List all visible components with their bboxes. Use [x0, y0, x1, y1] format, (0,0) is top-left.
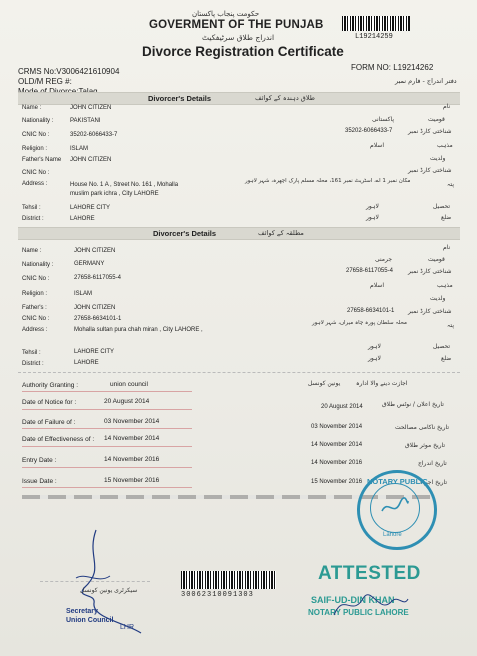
row-rule [22, 446, 192, 447]
divorcee-name: JOHN CITIZEN [74, 248, 116, 254]
urdu-value-tehsil-2: لاہور [368, 343, 381, 350]
bottom-barcode-number: 30062310091303 [181, 591, 254, 599]
urdu-label-name-2: نام [443, 244, 451, 251]
divorcee-address: Mohalla sultan pura chah miran , City LAHORE , [74, 327, 203, 333]
divorcee-nationality: GERMANY [74, 261, 105, 267]
divorcer-father-label: Father's Name [22, 157, 62, 163]
urdu-value-notice: 20 August 2014 [321, 404, 363, 410]
issue-date: 15 November 2016 [104, 477, 160, 484]
urdu-value-nationality-1: پاکستانی [372, 116, 395, 123]
urdu-label-nationality-2: قومیت [428, 256, 445, 263]
stamp-signature-icon [380, 495, 410, 519]
gov-title: GOVERMENT OF THE PUNJAB [149, 19, 324, 31]
effectiveness-date: 14 November 2014 [104, 435, 160, 442]
divorcee-tehsil-label: Tehsil : [22, 350, 41, 356]
notary-name: SAIF-UD-DIN KHAN [311, 595, 395, 605]
divorcer-cnic: 35202-6066433-7 [70, 132, 118, 138]
urdu-value-father-cnic-2: 27658-6634101-1 [347, 308, 395, 314]
divorcer-name: JOHN CITIZEN [70, 105, 112, 111]
urdu-label-district-2: ضلع [441, 355, 452, 362]
divorcer-name-label: Name : [22, 105, 42, 111]
urdu-value-district-2: لاہور [368, 355, 381, 362]
notary-signature-icon [330, 585, 410, 625]
row-rule [22, 391, 192, 392]
urdu-label-cnic-2: شناختی کارڈ نمبر [408, 268, 452, 275]
divorcee-father-label: Father's : [22, 305, 47, 311]
urdu-label-father-1: ولدیت [430, 155, 446, 162]
top-serial: L19214259 [355, 33, 393, 41]
secretary-urdu: سیکرٹری یونین کونسل [80, 587, 138, 594]
form-number: FORM NO: L19214262 [351, 63, 434, 72]
divorcee-religion-label: Religion : [22, 291, 48, 297]
row-rule [22, 467, 192, 468]
notice-date: 20 August 2014 [104, 398, 150, 405]
attested-stamp: ATTESTED [318, 563, 421, 584]
crms-number: CRMS No:V3006421610904 [18, 67, 120, 76]
urdu-label-address-2: پتہ [447, 322, 454, 329]
urdu-label-religion-1: مذہب [437, 142, 453, 149]
urdu-value-district-1: لاہور [366, 214, 379, 221]
old-reg: OLD/M REG #: [18, 77, 72, 86]
urdu-value-failure: 03 November 2014 [311, 424, 363, 430]
authority-label: Authority Granting : [22, 382, 78, 389]
urdu-gov-title: حکومت پنجاب پاکستان [192, 10, 260, 18]
urdu-form-label: دفتر اندراج - فارم نمبر [395, 77, 457, 85]
divorcee-nationality-label: Nationality : [22, 262, 54, 268]
divorcer-header-bar [18, 92, 460, 105]
divorcee-district-label: District : [22, 361, 44, 367]
divorcee-heading-urdu: مطلقہ کے کوائف [258, 229, 304, 237]
divorcee-name-label: Name : [22, 248, 42, 254]
urdu-label-effect: تاریخ موثر طلاق [405, 442, 446, 449]
divorcee-cnic-label: CNIC No : [22, 276, 50, 282]
urdu-cert-title: اندراج طلاق سرٹیفکیٹ [202, 33, 275, 42]
urdu-value-religion-2: اسلام [370, 282, 384, 289]
lhr-label: LHR [120, 624, 135, 631]
row-rule [22, 487, 192, 488]
divorcee-header-bar [18, 227, 460, 240]
stamp-text: NOTARY PUBLIC [367, 477, 428, 486]
divorcer-heading: Divorcer's Details [148, 94, 212, 103]
urdu-label-nationality-1: قومیت [428, 116, 445, 123]
entry-date: 14 November 2016 [104, 456, 160, 463]
urdu-value-cnic-1: 35202-6066433-7 [345, 128, 393, 134]
divorcer-religion-label: Religion : [22, 146, 48, 152]
urdu-label-religion-2: مذہب [437, 282, 453, 289]
union-council-label: Union Council [66, 617, 114, 624]
divorcee-address-label: Address : [22, 327, 48, 333]
divorcee-father-cnic: 27658-6634101-1 [74, 316, 122, 322]
divorcee-father-name: JOHN CITIZEN [74, 305, 116, 311]
issue-date-label: Issue Date : [22, 478, 57, 485]
urdu-value-religion-1: اسلام [370, 142, 384, 149]
urdu-value-cnic-2: 27658-6117055-4 [346, 268, 393, 274]
effectiveness-date-label: Date of Effectiveness of : [22, 436, 95, 443]
divorcee-father-cnic-label: CNIC No : [22, 316, 50, 322]
urdu-label-district-1: ضلع [441, 214, 452, 221]
notary-stamp [357, 470, 437, 550]
urdu-label-address-1: پتہ [447, 181, 454, 188]
urdu-value-effect: 14 November 2014 [311, 442, 363, 448]
urdu-label-tehsil-2: تحصیل [433, 343, 451, 350]
entry-date-label: Entry Date : [22, 457, 57, 464]
divorcee-tehsil: LAHORE CITY [74, 349, 115, 355]
urdu-label-father-2: ولدیت [430, 295, 446, 302]
divorcer-nationality-label: Nationality : [22, 118, 54, 124]
urdu-label-cnic-1: شناختی کارڈ نمبر [408, 128, 452, 135]
urdu-label-issue: تاریخ اجراء [420, 479, 448, 486]
failure-date: 03 November 2014 [104, 418, 160, 425]
top-barcode [342, 16, 410, 31]
signature-line [40, 581, 150, 582]
urdu-value-address-2: محلہ سلطان پورہ چاہ میراں، شہر لاہور [312, 320, 407, 326]
divorcer-father-name: JOHN CITIZEN [70, 157, 112, 163]
divorcee-cnic: 27658-6117055-4 [74, 275, 121, 281]
urdu-label-name-1: نام [443, 103, 451, 110]
urdu-label-father-cnic-1: شناختی کارڈ نمبر [408, 167, 452, 174]
divorcer-address-label: Address : [22, 181, 48, 187]
urdu-label-failure: تاریخ ناکامی مصالحت [395, 424, 449, 431]
divorcer-nationality: PAKISTANI [70, 118, 101, 124]
divorcer-tehsil-label: Tehsil : [22, 205, 41, 211]
divorcer-district-label: District : [22, 216, 44, 222]
divorcer-tehsil: LAHORE CITY [70, 205, 111, 211]
authority-value: union council [110, 381, 148, 388]
notice-date-label: Date of Notice for : [22, 399, 77, 406]
urdu-value-issue: 15 November 2016 [311, 479, 363, 485]
stamp-city: Lahore [383, 532, 402, 538]
divorcer-district: LAHORE [70, 216, 95, 222]
failure-date-label: Date of Failure of : [22, 419, 76, 426]
cert-title: Divorce Registration Certificate [142, 44, 344, 59]
urdu-label-authority: اجازت دینے والا ادارہ [356, 380, 408, 387]
bottom-barcode [181, 571, 276, 589]
section-divider [18, 372, 460, 373]
divorcer-father-cnic-label: CNIC No : [22, 170, 50, 176]
divorcee-heading: Divorcer's Details [153, 229, 217, 238]
row-rule [22, 428, 192, 429]
divorcee-religion: ISLAM [74, 291, 93, 297]
urdu-value-nationality-2: جرمنی [375, 256, 393, 263]
urdu-label-father-cnic-2: شناختی کارڈ نمبر [408, 308, 452, 315]
urdu-label-tehsil-1: تحصیل [433, 203, 451, 210]
divorcer-address: House No. 1 A , Street No. 161 , Mohalla muslim park ichra , City LAHORE [70, 182, 179, 197]
urdu-value-authority: یونین کونسل [308, 380, 341, 387]
divorcer-heading-urdu: طلاق دہندہ کے کوائف [255, 94, 315, 102]
row-rule [22, 409, 192, 410]
urdu-value-tehsil-1: لاہور [366, 203, 379, 210]
divorcee-district: LAHORE [74, 360, 99, 366]
divorcer-cnic-label: CNIC No : [22, 132, 50, 138]
divorcer-religion: ISLAM [70, 146, 89, 152]
urdu-label-notice: تاریخ اعلان / نوٹس طلاق [382, 401, 444, 408]
urdu-value-address-1: مکان نمبر 1 اے، اسٹریٹ نمبر 161، محلہ مسلم پارک اچھرہ، شہر لاہور [245, 178, 411, 184]
notary-subtitle: NOTARY PUBLIC LAHORE [308, 608, 409, 617]
urdu-value-entry: 14 November 2016 [311, 460, 363, 466]
urdu-label-entry: تاریخ اندراج [418, 460, 447, 467]
secretary-label: Secretary [66, 608, 98, 615]
